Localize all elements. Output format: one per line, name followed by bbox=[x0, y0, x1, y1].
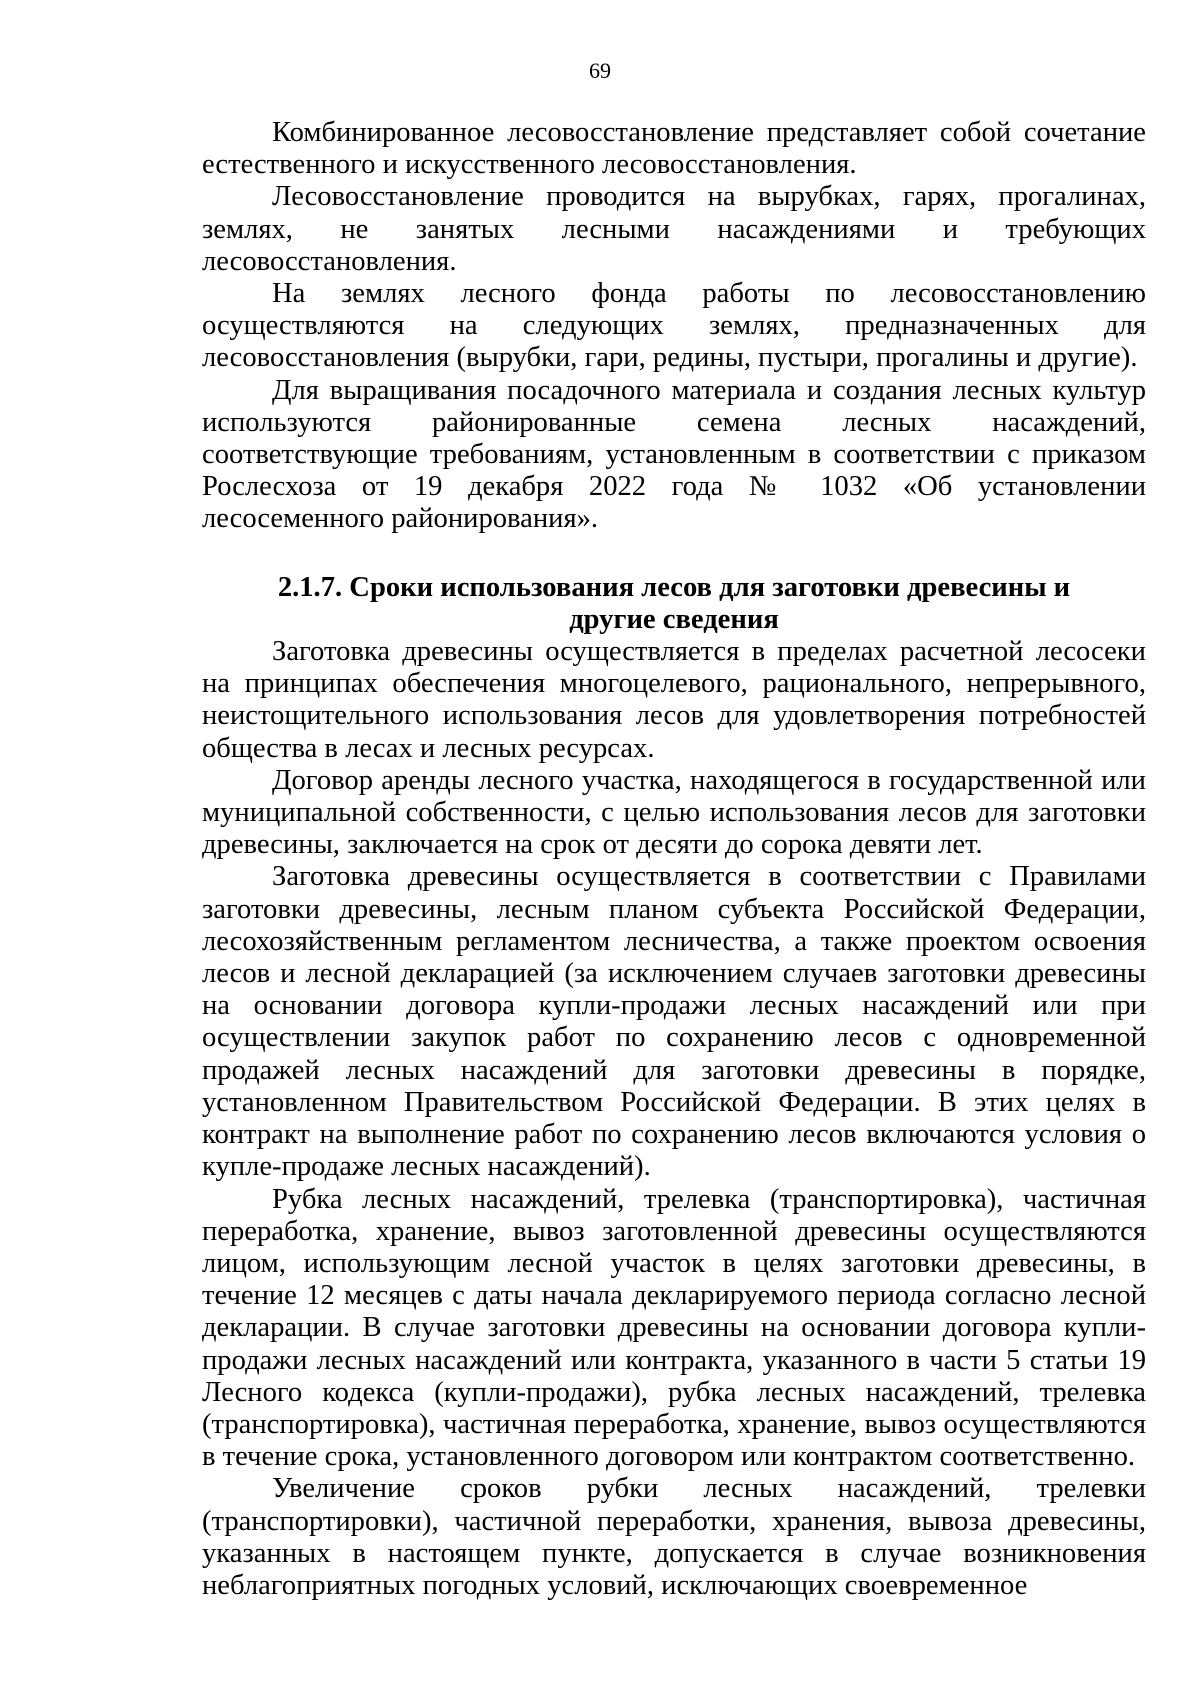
paragraph-combined-reforestation: Комбинированное лесовосстановление представляет собой сочетание естественного и искусственного лесовосстановления. bbox=[202, 117, 1146, 181]
paragraph-lease-agreement: Договор аренды лесного участка, находящегося в государственной или муниципальной собственности, с целью использования лесов для заготовки древесины, заключается на срок от десяти до сорока девяти лет. bbox=[202, 764, 1146, 861]
paragraph-wood-harvesting-principles: Заготовка древесины осуществляется в пределах расчетной лесосеки на принципах обеспечения многоцелевого, рационального, непрерывного, неистощительного использования лесов для удовлетворения потребностей общества в лесах и лесных ресурсах. bbox=[202, 636, 1146, 764]
paragraph-harvesting-rules: Заготовка древесины осуществляется в соответствии с Правилами заготовки древесины, лесным планом субъекта Российской Федерации, лесохозяйственным регламентом лесничества, а также проектом освоения лесов и лесной декларацией (за исключением случаев заготовки древесины на основании договора купли-продажи лесных насаждений или при осуществлении закупок работ по сохранению лесов с одновременной продажей лесных насаждений для заготовки древесины в порядке, установленном Правительством Российской Федерации. В этих целях в контракт на выполнение работ по сохранению лесов включаются условия о купле-продаже лесных насаждений). bbox=[202, 861, 1146, 1183]
paragraph-reforestation-locations: Лесовосстановление проводится на вырубках, гарях, прогалинах, землях, не занятых лесными насаждениями и требующих лесовосстановления. bbox=[202, 181, 1146, 277]
paragraph-term-extension: Увеличение сроков рубки лесных насаждений, трелевки (транспортировки), частичной переработки, хранения, вывоза древесины, указанных в настоящем пункте, допускается в случае возникновения неблагоприятных погодных условий, исключающих своевременное bbox=[202, 1473, 1146, 1601]
page-content bbox=[202, 117, 1146, 1602]
paragraph-forest-fund-lands: На землях лесного фонда работы по лесовосстановлению осуществляются на следующих землях, предназначенных для лесовосстановления (вырубки, гари, редины, пустыри, прогалины и другие). bbox=[202, 278, 1146, 374]
section-heading: 2.1.7. Сроки использования лесов для заготовки древесины и другие сведения bbox=[277, 571, 1071, 635]
page-number: 69 bbox=[589, 58, 611, 83]
paragraph-felling-timeline: Рубка лесных насаждений, трелевка (транспортировка), частичная переработка, хранение, вывоз заготовленной древесины осуществляются лицом, использующим лесной участок в целях заготовки древесины, в течение 12 месяцев с даты начала декларируемого периода согласно лесной декларации. В случае заготовки древесины на основании договора купли-продажи лесных насаждений или контракта, указанного в части 5 статьи 19 Лесного кодекса (купли-продажи), рубка лесных насаждений, трелевка (транспортировка), частичная переработка, хранение, вывоз осуществляются в течение срока, установленного договором или контрактом соответственно. bbox=[202, 1183, 1146, 1473]
paragraph-planting-material: Для выращивания посадочного материала и создания лесных культур используются районированные семена лесных насаждений, соответствующие требованиям, установленным в соответствии с приказом Рослесхоза от 19 декабря 2022 года № 1032 «Об установлении лесосеменного районирования». bbox=[202, 374, 1146, 535]
